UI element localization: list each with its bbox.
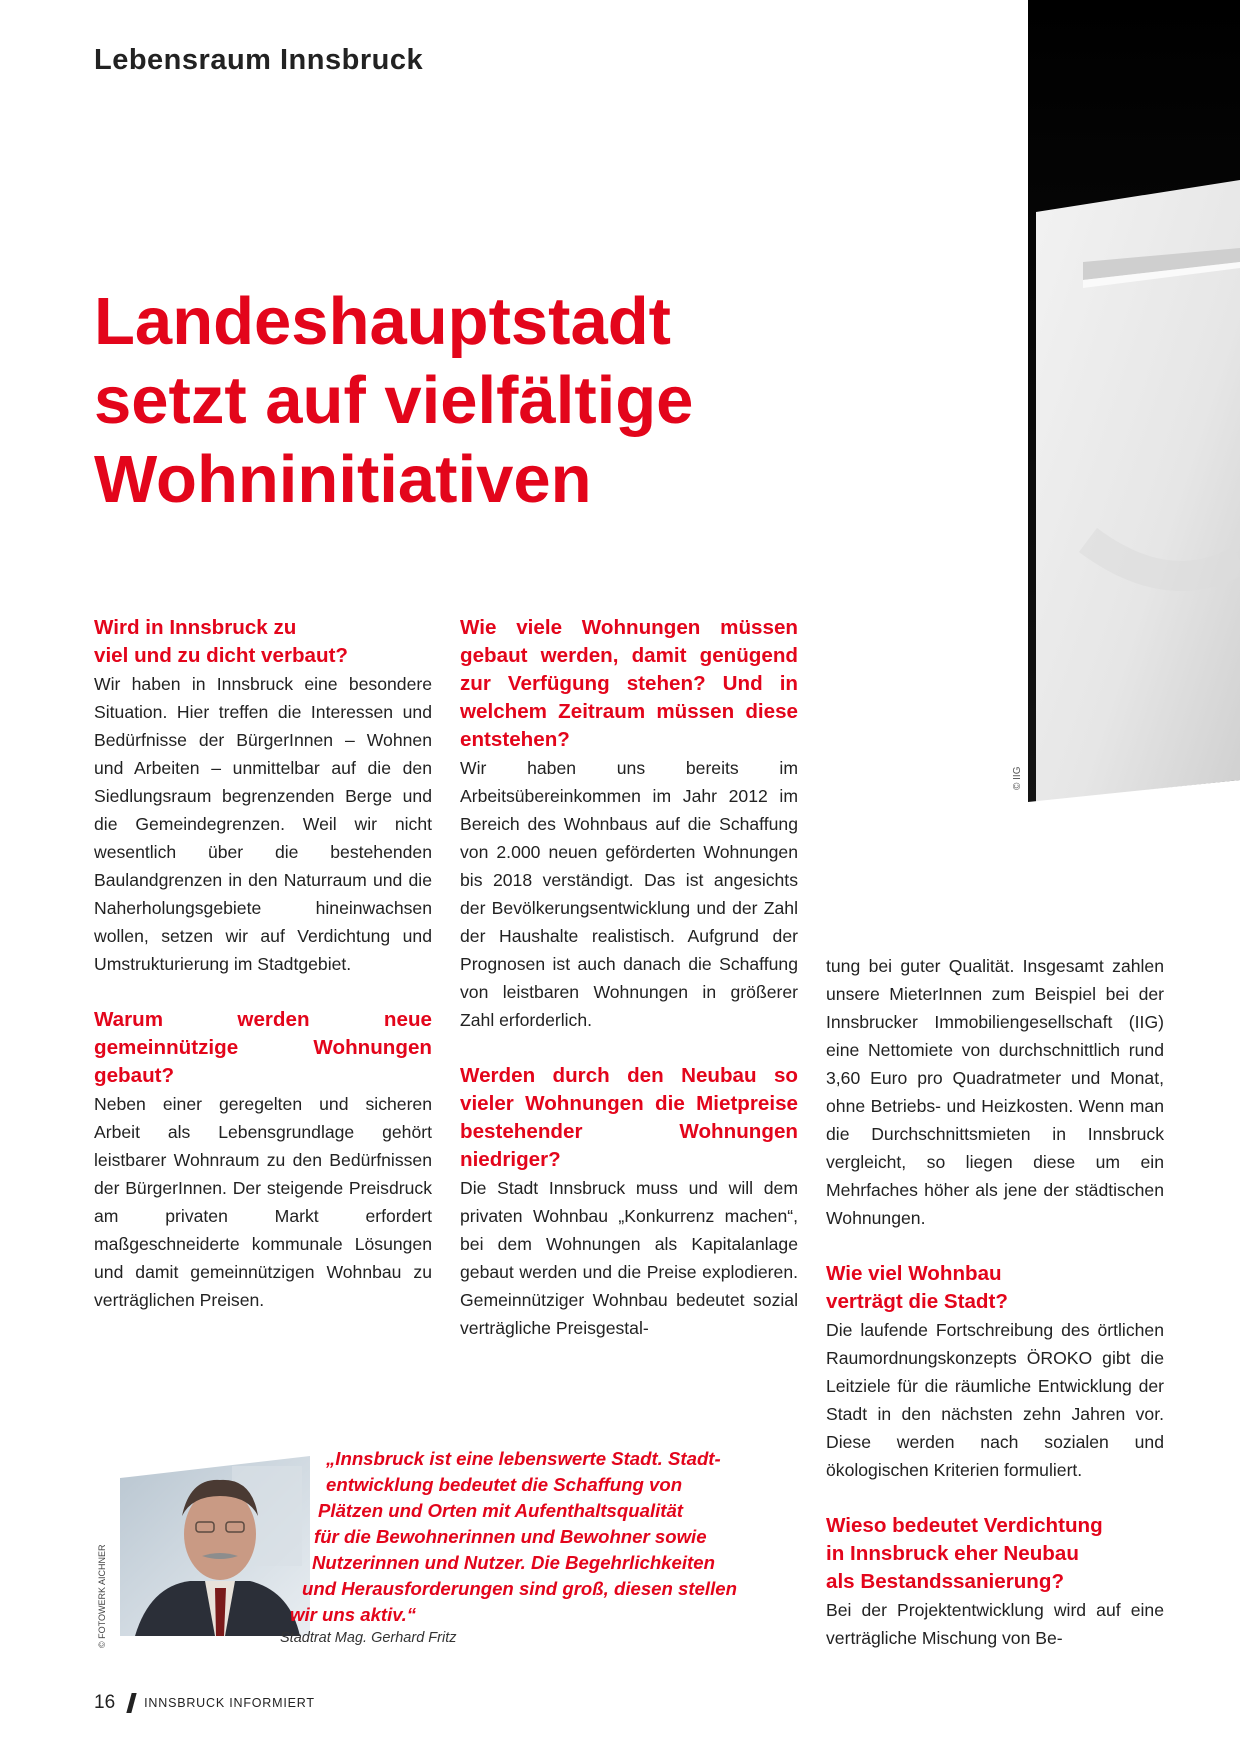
question-line: als Bestandssanierung? (826, 1570, 1065, 1593)
question-city-capacity (826, 1260, 1164, 1316)
quote-line: „Innsbruck ist eine lebenswerte Stadt. Stadt- (326, 1448, 721, 1469)
headline-line-1: Landeshauptstadt (94, 284, 671, 359)
footer-slash-divider (126, 1693, 136, 1713)
quote-line: entwicklung bedeutet die Schaffung von (326, 1474, 683, 1495)
headline-line-3: Wohninitiativen (94, 442, 592, 517)
column-2 (460, 614, 798, 1342)
quote-line: und Herausforderungen sind groß, diesen stellen (302, 1578, 737, 1599)
answer-how-many-apartments: Wir haben uns bereits im Arbeitsübereinkommen im Jahr 2012 im Bereich des Wohnbaus auf die Schaffung von 2.000 neuen geförderten Wohnungen bis 2018 verständigt. Das ist angesichts der Bevölkerungsentwicklung und der Zahl der Haushalte realistisch. Aufgrund der Prognosen ist auch danach die Schaffung von leistbaren Wohnungen in größerer Zahl erforderlich. (460, 758, 798, 1030)
question-line: viel und zu dicht verbaut? (94, 644, 349, 667)
answer-nonprofit-housing: Neben einer geregelten und sicheren Arbeit als Lebensgrundlage gehört leistbarer Wohnraum zu den Bedürfnissen der BürgerInnen. Der steigende Preisdruck am privaten Markt erfordert maßgeschneiderte kommunale Lösungen und damit gemeinnützigen Wohnbau zu verträglichen Preisen. (94, 1094, 432, 1310)
answer-densification: Bei der Projektentwicklung wird auf eine verträgliche Mischung von Be- (826, 1600, 1164, 1648)
question-densification (826, 1512, 1164, 1596)
question-line: Wieso bedeutet Verdichtung (826, 1514, 1103, 1537)
question-line: Wie viel Wohnbau (826, 1262, 1002, 1285)
headline-line-2: setzt auf vielfältige (94, 363, 694, 438)
question-how-many-apartments: Wie viele Wohnungen müssen gebaut werden, damit genügend zur Verfügung stehen? Und in welchem Zeitraum müssen diese entstehen? (460, 616, 798, 751)
answer-rent-prices-continued: tung bei guter Qualität. Insgesamt zahlen unsere MieterInnen zum Beispiel bei der Innsbrucker Immobiliengesellschaft (IIG) eine Nettomiete von durchschnittlich rund 3,60 Euro pro Quadratmeter und Monat, ohne Betriebs- und Heizkosten. Wenn man die Durchschnittsmieten in Innsbruck vergleicht, so liegen diese um ein Mehrfaches höher als jene der städtischen Wohnungen. (826, 956, 1164, 1228)
section-label: Lebensraum Innsbruck (94, 44, 424, 76)
quote-line: Plätzen und Orten mit Aufenthaltsqualität (318, 1500, 684, 1521)
question-line: in Innsbruck eher Neubau (826, 1542, 1079, 1565)
pull-quote (270, 1446, 737, 1628)
page-number: 16 (94, 1692, 116, 1713)
headline (94, 282, 854, 519)
quote-author: Stadtrat Mag. Gerhard Fritz (280, 1630, 457, 1646)
building-photo (1028, 0, 1240, 812)
answer-city-capacity: Die laufende Fortschreibung des örtlichen Raumordnungskonzepts ÖROKO gibt die Leitziele für die räumliche Entwicklung der Stadt in den nächsten zehn Jahren vor. Diese werden nach sozialen und ökologischen Kriterien formuliert. (826, 1320, 1164, 1480)
question-nonprofit-housing: Warum werden neue gemeinnützige Wohnungen gebaut? (94, 1008, 432, 1087)
answer-dense-building: Wir haben in Innsbruck eine besondere Situation. Hier treffen die Interessen und Bedürfnisse der BürgerInnen – Wohnen und Arbeiten – unmittelbar auf die den Siedlungsraum begrenzenden Berge und die Gemeindegrenzen. Weil wir nicht wesentlich über die bestehenden Baulandgrenzen in den Naturraum und die Naherholungsgebiete hineinwachsen wollen, setzen wir auf Verdichtung und Umstrukturierung im Stadtgebiet. (94, 674, 432, 974)
page-footer (94, 1692, 315, 1714)
photo-credit: © IIG (1012, 766, 1023, 790)
question-rent-prices: Werden durch den Neubau so vieler Wohnungen die Mietpreise bestehender Wohnungen niedriger? (460, 1064, 798, 1171)
column-3 (826, 952, 1164, 1652)
portrait-credit: © FOTOWERK AICHNER (97, 1544, 107, 1648)
answer-rent-prices: Die Stadt Innsbruck muss und will dem privaten Wohnbau „Konkurrenz machen“, bei dem Wohnungen als Kapitalanlage gebaut werden und die Preise explodieren. Gemeinnütziger Wohnbau bedeutet sozial verträgliche Preisgestal- (460, 1178, 798, 1338)
quote-line: für die Bewohnerinnen und Bewohner sowie (314, 1526, 707, 1547)
publication-title: INNSBRUCK INFORMIERT (144, 1696, 315, 1710)
question-dense-building (94, 614, 432, 670)
question-line: Wird in Innsbruck zu (94, 616, 297, 639)
question-line: verträgt die Stadt? (826, 1290, 1008, 1313)
quote-line: Nutzerinnen und Nutzer. Die Begehrlichkeiten (312, 1552, 715, 1573)
column-1 (94, 614, 432, 1314)
quote-line: wir uns aktiv.“ (290, 1604, 417, 1625)
